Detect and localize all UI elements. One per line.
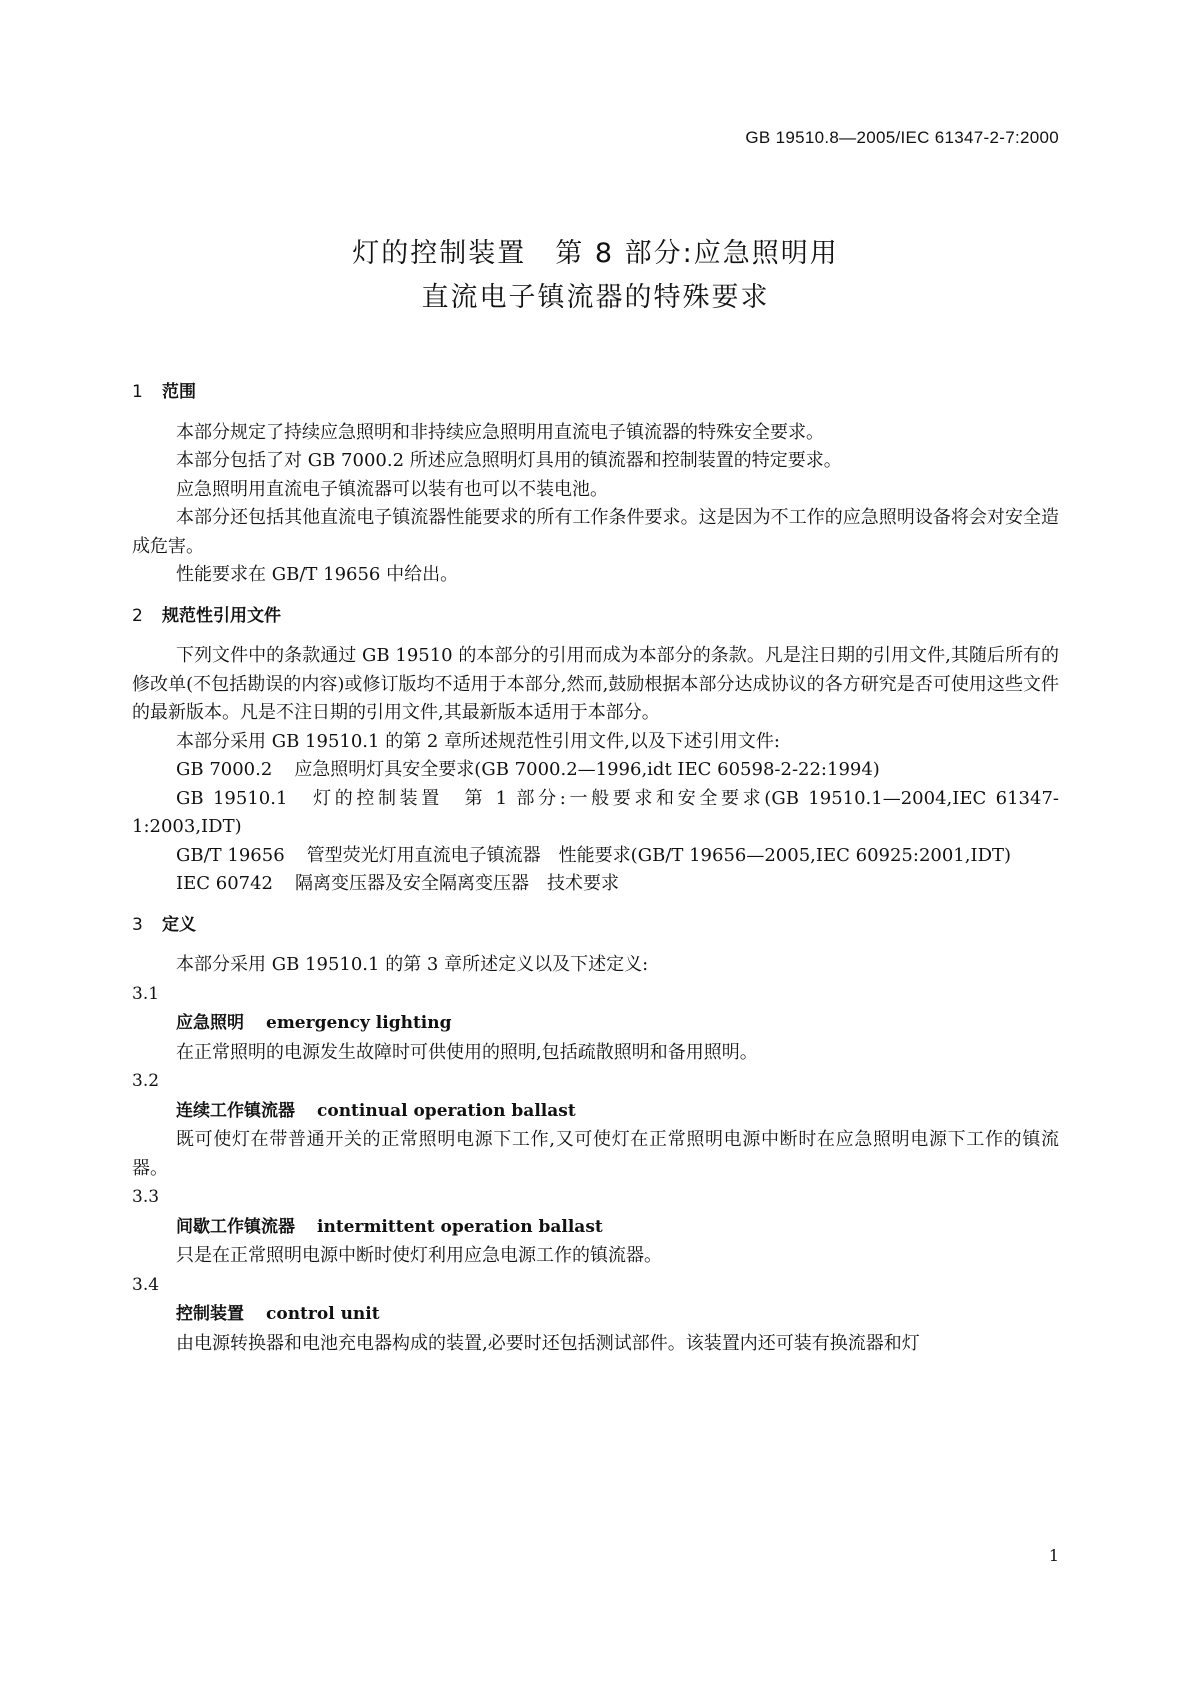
term-en: continual operation ballast (317, 1100, 576, 1121)
reference-code: IEC 60742 (176, 873, 274, 894)
section-title: 范围 (162, 382, 196, 402)
paragraph: 性能要求在 GB/T 19656 中给出。 (176, 564, 459, 585)
reference-item (132, 870, 1059, 899)
document-title (0, 232, 1191, 320)
term-number: 3.2 (132, 1071, 160, 1091)
term-definition: 既可使灯在带普通开关的正常照明电源下工作,又可使灯在正常照明电源中断时在应急照明电源下工作的镇流器。 (132, 1129, 1059, 1179)
paragraph: 本部分采用 GB 19510.1 的第 3 章所述定义以及下述定义: (176, 954, 649, 975)
section-heading-scope (132, 378, 1059, 407)
paragraph: 本部分规定了持续应急照明和非持续应急照明用直流电子镇流器的特殊安全要求。 (176, 421, 824, 443)
term-definition: 只是在正常照明电源中断时使灯利用应急电源工作的镇流器。 (176, 1245, 662, 1266)
page-number: 1 (1048, 1546, 1059, 1565)
section-number: 3 (132, 914, 143, 935)
section-heading-normative-references (132, 602, 1059, 631)
document-body (132, 378, 1059, 1358)
reference-text: 管型荧光灯用直流电子镇流器 性能要求(GB/T 19656—2005,IEC 60925:2001,IDT) (306, 844, 1012, 866)
term-number: 3.1 (132, 983, 160, 1004)
term-zh: 连续工作镇流器 (176, 1100, 295, 1121)
term-zh: 控制装置 (176, 1304, 244, 1324)
term-number: 3.3 (132, 1187, 160, 1207)
title-line-1: 灯的控制装置 第 8 部分:应急照明用 (352, 238, 839, 269)
reference-code: GB/T 19656 (176, 844, 285, 866)
paragraph: 本部分采用 GB 19510.1 的第 2 章所述规范性引用文件,以及下述引用文件: (176, 730, 780, 752)
term-heading (132, 1097, 1059, 1127)
term-en: control unit (266, 1304, 380, 1324)
reference-code: GB 19510.1 (176, 787, 288, 809)
reference-item (132, 756, 1059, 785)
term-heading (132, 1213, 1059, 1243)
term-en: emergency lighting (266, 1013, 452, 1033)
term-en: intermittent operation ballast (317, 1216, 603, 1237)
title-line-2: 直流电子镇流器的特殊要求 (421, 282, 770, 313)
term-definition: 在正常照明的电源发生故障时可供使用的照明,包括疏散照明和备用照明。 (176, 1041, 758, 1063)
term-heading (132, 1009, 1059, 1039)
reference-text: 应急照明灯具安全要求(GB 7000.2—1996,idt IEC 60598-2-22:1994) (294, 759, 880, 780)
paragraph: 下列文件中的条款通过 GB 19510 的本部分的引用而成为本部分的条款。凡是注日期的引用文件,其随后所有的修改单(不包括勘误的内容)或修订版均不适用于本部分,然而,鼓励根据本部分达成协议的各方研究是否可使用这些文件的最新版本。凡是不注日期的引用文件,其最新版本适用于本部分。 (132, 645, 1059, 723)
paragraph: 本部分还包括其他直流电子镇流器性能要求的所有工作条件要求。这是因为不工作的应急照明设备将会对安全造成危害。 (132, 507, 1059, 557)
term-number: 3.4 (132, 1274, 160, 1295)
reference-text: 灯的控制装置 第 1 部分:一般要求和安全要求(GB 19510.1—2004,IEC 61347-1:2003,IDT) (132, 787, 1059, 837)
paragraph: 应急照明用直流电子镇流器可以装有也可以不装电池。 (176, 478, 608, 500)
term-zh: 间歇工作镇流器 (176, 1216, 295, 1237)
section-title: 定义 (162, 914, 196, 935)
reference-item (132, 842, 1059, 871)
reference-text: 隔离变压器及安全隔离变压器 技术要求 (295, 873, 620, 894)
term-zh: 应急照明 (176, 1013, 244, 1033)
paragraph: 本部分包括了对 GB 7000.2 所述应急照明灯具用的镇流器和控制装置的特定要求。 (176, 450, 842, 471)
section-number: 2 (132, 605, 143, 626)
standard-code: GB 19510.8—2005/IEC 61347-2-7:2000 (745, 128, 1059, 147)
term-definition: 由电源转换器和电池充电器构成的装置,必要时还包括测试部件。该装置内还可装有换流器和灯 (176, 1332, 920, 1354)
section-number: 1 (132, 382, 143, 402)
reference-code: GB 7000.2 (176, 759, 273, 780)
section-heading-definitions (132, 911, 1059, 940)
reference-item (132, 785, 1059, 842)
section-title: 规范性引用文件 (162, 605, 281, 626)
term-heading (132, 1300, 1059, 1330)
